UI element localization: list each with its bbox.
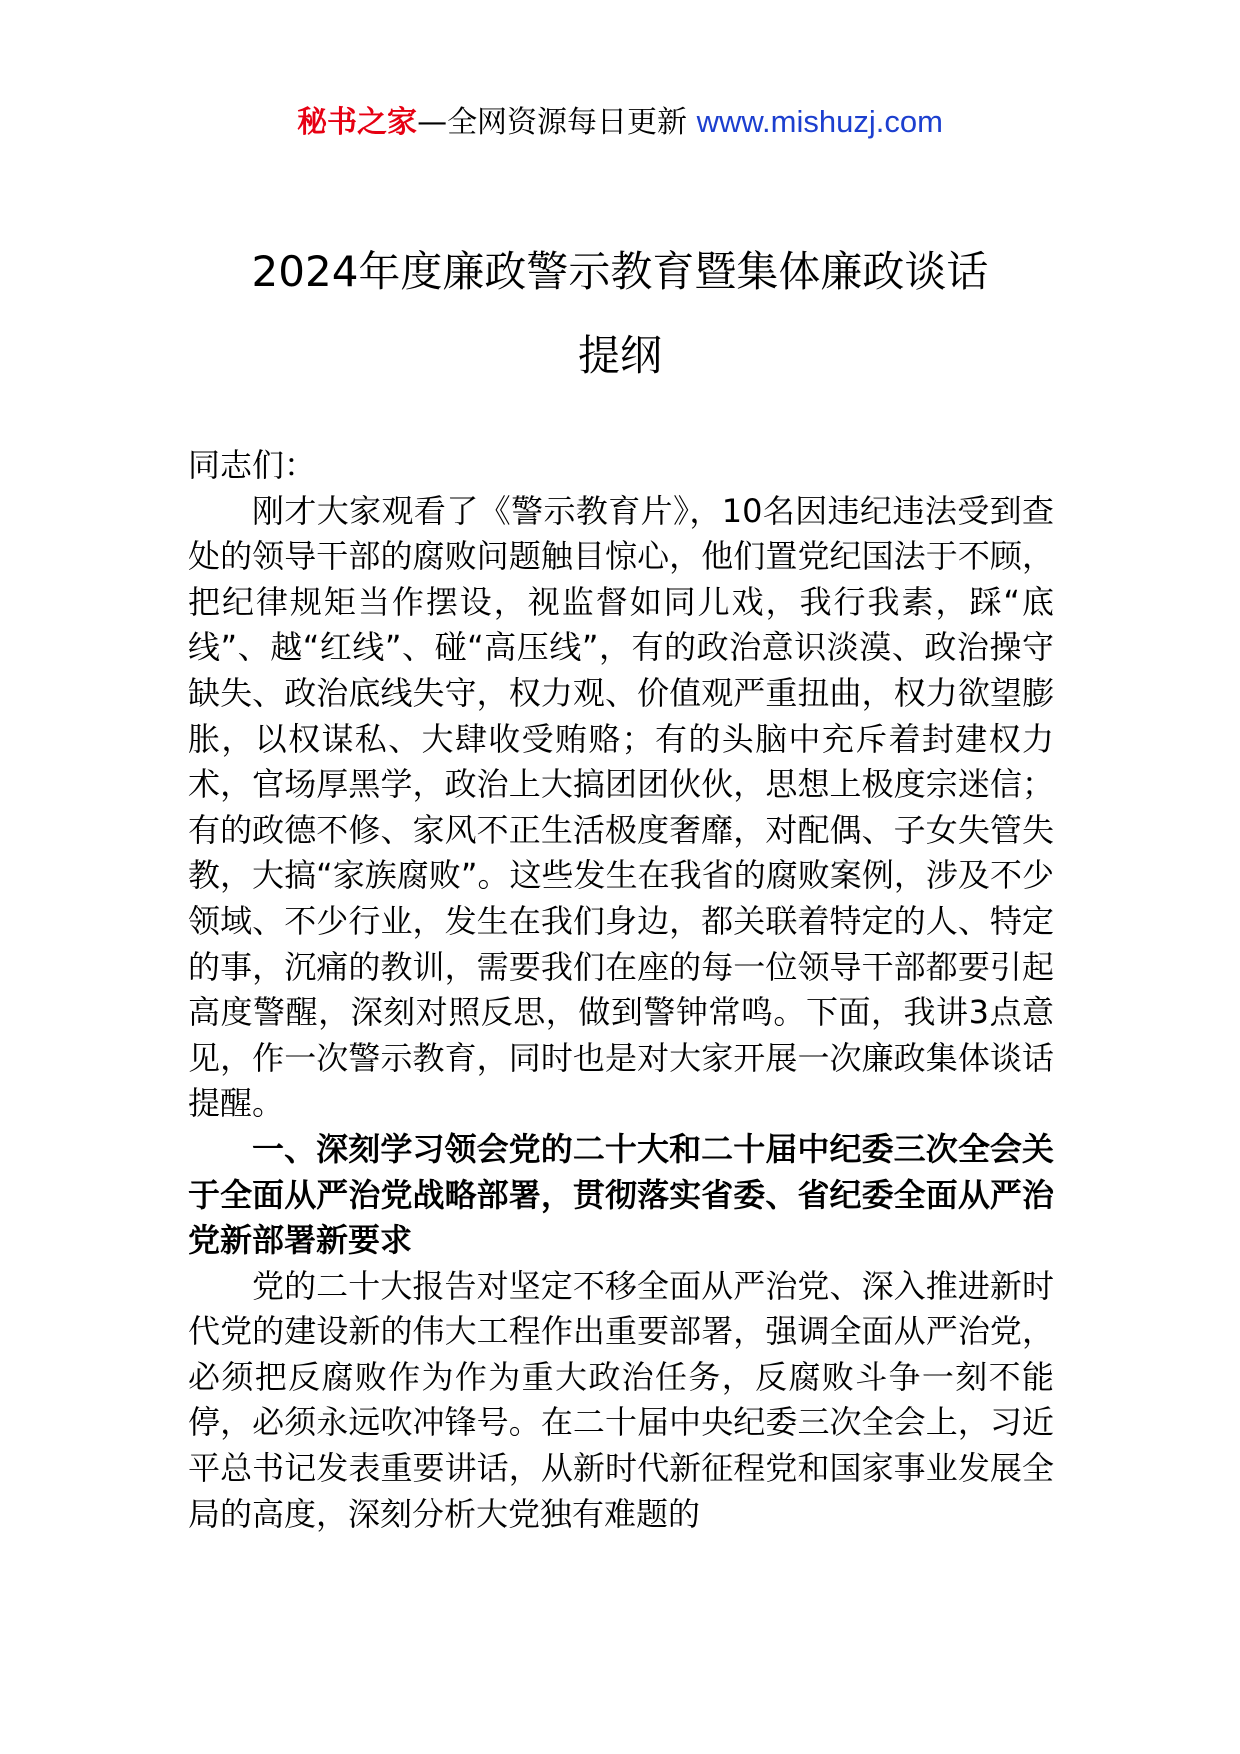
- document-title: [190, 230, 1050, 398]
- page-header: [0, 100, 1240, 145]
- title-line-2: 提纲: [577, 331, 662, 380]
- section-heading-1: 一、深刻学习领会党的二十大和二十届中纪委三次全会关于全面从严治党战略部署，贯彻落实省委、省纪委全面从严治党新部署新要求: [188, 1129, 1054, 1260]
- title-line-1: 2024年度廉政警示教育暨集体廉政谈话: [251, 247, 989, 296]
- body-paragraph-2: 党的二十大报告对坚定不移全面从严治党、深入推进新时代党的建设新的伟大工程作出重要部署，强调全面从严治党，必须把反腐败作为作为重大政治任务，反腐败斗争一刻不能停，必须永远吹冲锋号。在二十届中央纪委三次全会上，习近平总书记发表重要讲话，从新时代新征程党和国家事业发展全局的高度，深刻分析大党独有难题的: [188, 1266, 1054, 1533]
- header-url-link[interactable]: www.mishuzj.com: [696, 104, 943, 139]
- document-body: [188, 443, 1054, 1537]
- salutation: 同志们：: [188, 446, 317, 484]
- brand-name: 秘书之家: [297, 105, 418, 140]
- body-paragraph-1: 刚才大家观看了《警示教育片》，10名因违纪违法受到查处的领导干部的腐败问题触目惊心，他们置党纪国法于不顾，把纪律规矩当作摆设，视监督如同儿戏，我行我素，踩“底线”、越“红线”、碰“高压线”，有的政治意识淡漠、政治操守缺失、政治底线失守，权力观、价值观严重扭曲，权力欲望膨胀，以权谋私、大肆收受贿赂；有的头脑中充斥着封建权力术，官场厚黑学，政治上大搞团团伙伙，思想上极度宗迷信；有的政德不修、家风不正生活极度奢靡，对配偶、子女失管失教，大搞“家族腐败”。这些发生在我省的腐败案例，涉及不少领域、不少行业，发生在我们身边，都关联着特定的人、特定的事，沉痛的教训，需要我们在座的每一位领导干部都要引起高度警醒，深刻对照反思，做到警钟常鸣。下面，我讲3点意见，作一次警示教育，同时也是对大家开展一次廉政集体谈话提醒。: [188, 491, 1054, 1123]
- header-tagline: —全网资源每日更新: [417, 105, 688, 140]
